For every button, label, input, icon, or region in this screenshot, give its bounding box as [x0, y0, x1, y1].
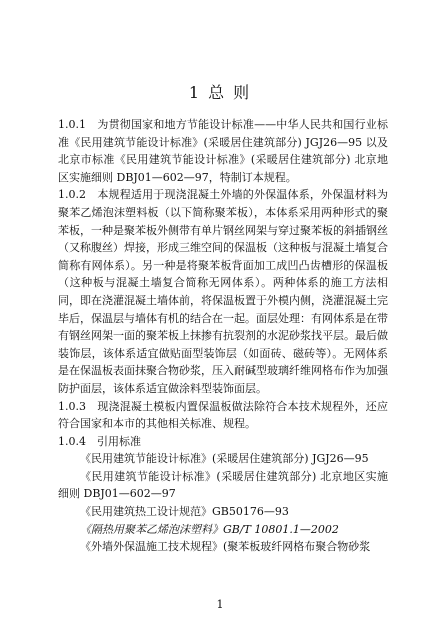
- document-body: [58, 116, 388, 556]
- reference-item: 《民用建筑节能设计标准》(采暖居住建筑部分) JGJ26—95: [80, 452, 369, 466]
- reference-item: 《民用建筑节能设计标准》(采暖居住建筑部分) 北京地区实施细则 DBJ01—602—97: [58, 469, 388, 501]
- reference-item: 《隔热用聚苯乙烯泡沫塑料》GB/T 10801.1—2002: [80, 522, 339, 536]
- section-1-0-4: 1.0.4 引用标准: [58, 434, 141, 448]
- section-1-0-2: 1.0.2 本规程适用于现浇混凝土外墙的外保温体系，外保温材料为聚苯乙烯泡沫塑料板（以下简称聚苯板），本体系采用两种形式的聚苯板，一种是聚苯板外侧带有单片钢丝网架与穿过聚苯板的斜插钢丝（又称腹丝）焊接，形成三维空间的保温板（这种板与混凝土墙复合简称有网体系）。另一种是将聚苯板背面加工成凹凸齿槽形的保温板（这种板与混凝土墙复合简称无网体系）。两种体系的施工方法相同，即在浇灌混凝土墙体前，将保温板置于外模内侧，浇灌混凝土完毕后，保温层与墙体有机的结合在一起。面层处理：有网体系是在带有钢丝网架一面的聚苯板上抹掺有抗裂剂的水泥砂浆找平层。最后做装饰层，该体系适宜做贴面型装饰层（如面砖、磁砖等）。无网体系是在保温板表面抹聚合物砂浆，压入耐碱型玻璃纤维网格布作为加强防护面层，该体系适宜做涂料型装饰面层。: [58, 188, 388, 395]
- chapter-title: 1 总 则: [188, 83, 252, 102]
- reference-item: 《民用建筑热工设计规范》GB50176—93: [80, 505, 289, 519]
- reference-item: 《外墙外保温施工技术规程》(聚苯板玻纤网格布聚合物砂浆: [80, 540, 371, 554]
- section-1-0-3: 1.0.3 现浇混凝土模板内置保温板做法除符合本技术规程外，还应符合国家和本市的其他相关标准、规程。: [58, 399, 388, 431]
- section-1-0-1: 1.0.1 为贯彻国家和地方节能设计标准——中华人民共和国行业标准《民用建筑节能设计标准》(采暖居住建筑部分) JGJ26—95 以及北京市标准《民用建筑节能设计标准》(采暖居住建筑部分) 北京地区实施细则 DBJ01—602—97，特制订本规程。: [58, 118, 388, 184]
- page-number: 1: [216, 598, 224, 611]
